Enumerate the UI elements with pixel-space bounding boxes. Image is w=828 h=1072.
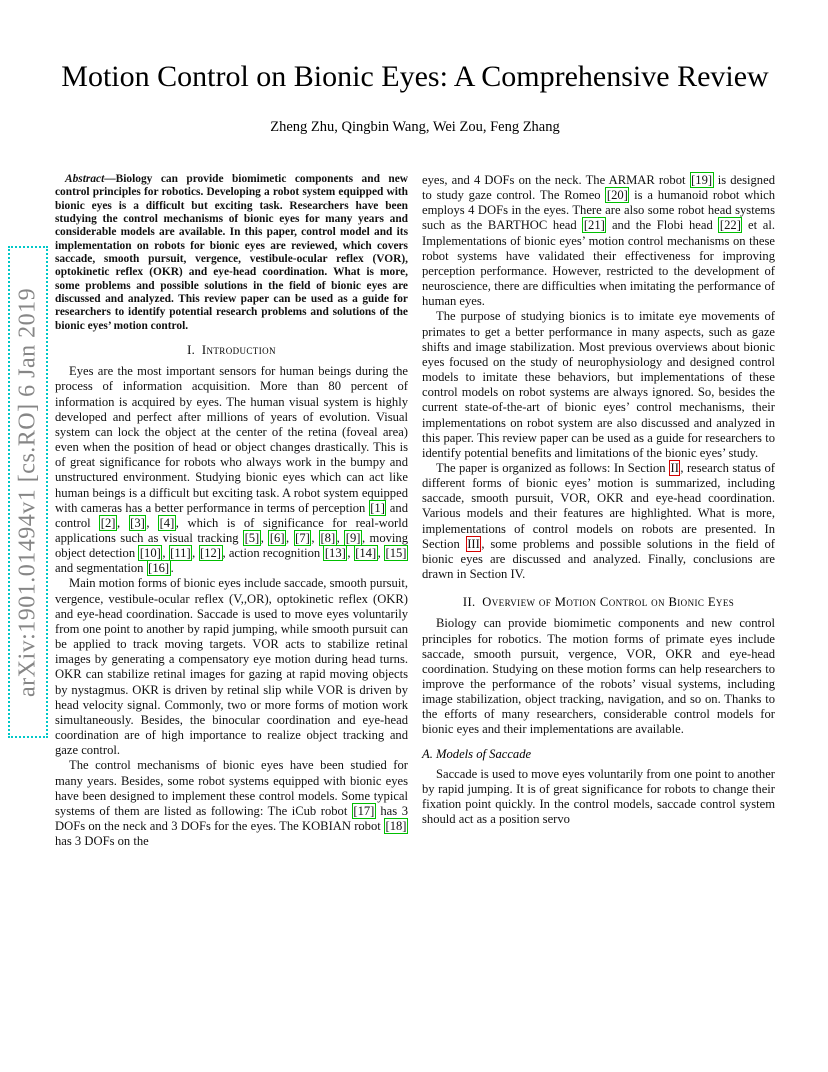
citation-link-13[interactable]: [13] [324,546,346,561]
citation-link-16[interactable]: [16] [148,561,170,576]
citation-link-6[interactable]: [6] [269,531,285,545]
paper-title: Motion Control on Bionic Eyes: A Comprehensive Review [61,60,769,93]
section-ref-link-III[interactable]: III [467,536,480,551]
citation-link-8[interactable]: [8] [320,531,336,545]
paragraph-saccade-definition: Saccade is used to move eyes voluntarily from one point to another by rapid jumping. It is of great significance for robots to change their fixation point quickly. In the control models, saccade control system should act as a position servo [422,766,775,827]
paragraph-paper-organization: The paper is organized as follows: In Section II , research status of different forms of bionic eyes’ motion is summarized, including saccade, smooth pursuit, VOR, OKR and eye-head coordination. Various models and their features are highlighted. What is more, implementations of control models on robots are presented. In Section III , some problems and possible solutions in the field of bionic eyes are discussed and analyzed. Finally, conclusions are drawn in Section IV. [422,460,776,582]
citation-link-20[interactable]: [20] [606,188,628,203]
citation-link-17[interactable]: [17] [353,803,375,818]
section-heading-introduction: I. Introduction [187,343,276,358]
arxiv-watermark-text: arXiv:1901.01494v1 [cs.RO] 6 Jan 2019 [14,287,41,697]
author-line: Zheng Zhu, Qingbin Wang, Wei Zou, Feng Zhang [270,119,560,135]
citation-link-21[interactable]: [21] [583,218,605,233]
paragraph-control-mechanisms: The control mechanisms of bionic eyes have been studied for many years. Besides, some robot systems equipped with bionic eyes have been designed to implement these control models. Some typical systems of them are listed as following: The iCub robot [17] has 3 DOFs on the neck and 3 DOFs for the eyes. The KOBIAN robot [18] has 3 DOFs on the [55,758,408,849]
paragraph-purpose-of-bionics: The purpose of studying bionics is to imitate eye movements of primates to get a better performance in many aspects, such as gaze shifts and image stabilization. Most previous overviews about bionic eyes focused on the study of neurophysiology and designed control models to imitate these behaviors, but implementations of these control models on robot systems are always ignored. So, besides the current state-of-the-art of bionic eyes’ control mechanisms, their implementations on robot system are also discussed and analyzed in this paper. This review paper can be used as a guide for researchers to identify potential benefits and limitations of the bionic eyes’ study. [422,309,775,460]
citation-link-5[interactable]: [5] [244,531,260,545]
section-heading-overview: II. Overview of Motion Control on Bionic Eyes [462,595,735,610]
abstract-text: —Biology can provide biomimetic components and new control principles for robotics. Developing a robot system equipped with bionic eyes is a difficult but exciting task. Researchers have been studying the control mechanisms of bionic eyes for many years and considerable models are available. In this paper, control model and its implementation on robots for bionic eyes are reviewed, which covers saccade, smooth pursuit, vergence, vestibule-ocular reflex (VOR), optokinetic reflex (OKR) and eye-head coordination. What is more, some problems and possible solutions in the field of bionic eyes are discussed and analyzed. This review paper can be used as a guide for researchers to identify potential research problems and solutions of the bionic eyes’ motion control. [55,173,408,332]
citation-link-7[interactable]: [7] [295,531,310,545]
right-column [422,173,775,849]
citation-link-18[interactable]: [18] [385,818,407,833]
citation-link-1[interactable]: [1] [370,500,385,515]
section-ref-link-II[interactable]: II [670,460,679,475]
left-column [55,173,408,849]
paragraph-intro-sensors: Eyes are the most important sensors for human beings during the process of information acquisition. More than 80 percent of information is acquired by eyes. The human visual system is highly developed and perfect after millions of years of evolution. Visual system can lock the object at the center of the retina (foveal area) even when the position of head or object changes drastically. This is of great significance for robots who always work in the bumpy and unstructured environment. Studying bionic eyes which can act like human beings is a difficult but exciting task. A robot system equipped with cameras has a better performance in terms of perception [1] and control [2] , [3] , [4] , which is of significance for real-world applications such as visual tracking [5] , [6] , [7] , [8] , [9] , moving object detection [10] , [11] , [12] , action recognition [13] , [14] , [15] and segmentation [16] . [55,364,409,576]
citation-link-11[interactable]: [11] [170,546,191,561]
citation-link-15[interactable]: [15] [385,546,407,561]
citation-link-12[interactable]: [12] [200,546,221,561]
two-column-layout [55,173,775,849]
citation-link-22[interactable]: [22] [719,218,741,233]
abstract [55,173,408,333]
citation-link-3[interactable]: [3] [130,515,145,530]
paragraph-motion-forms: Main motion forms of bionic eyes include saccade, smooth pursuit, vergence, vestibule-ocular reflex (V,,OR), optokinetic reflex (OKR) and eye-head coordination. Saccade is used to move eyes voluntarily from one point to another by rapid jumping, while smooth pursuit can be applied to track moving targets. VOR acts to stabilize retinal images by generating a compensatory eye motion during head turns. OKR can stabilize retinal images for gazing at rapid moving objects by nystagmus. OKR is driven by retinal slip while VOR is driven by head velocity signal. Commonly, two or more forms of motion work simultaneously. Besides, the binocular coordination and eye-head coordination are of high importance to realize object tracking and gaze control. [55,576,408,758]
subsection-heading-models-of-saccade: A. Models of Saccade [422,746,532,761]
abstract-lead: Abstract [65,173,105,185]
citation-link-10[interactable]: [10] [139,546,161,561]
paper-content [55,0,775,849]
citation-link-19[interactable]: [19] [691,173,713,187]
citation-link-4[interactable]: [4] [159,515,175,530]
paragraph-biology-principles: Biology can provide biomimetic components and new control principles for robotics. The motion forms of primate eyes include saccade, smooth pursuit, vergence, VOR, OKR and eye-head coordination. Studying on these motion forms can help researchers to improve the performance of the robots’ visual systems, including image stabilization, object tracking, navigation, and so on. Thanks to the efforts of many researchers, considerable control models for bionic eyes and their implementations are available. [422,616,775,737]
paragraph-robot-systems-continued: eyes, and 4 DOFs on the neck. The ARMAR robot [19] is designed to study gaze control. The Romeo [20] is a humanoid robot which employs 4 DOFs in the eyes. There are also some robot head systems such as the BARTHOC head [21] and the Flobi head [22] et al. Implementations of bionic eyes’ motion control mechanisms on these robot systems have validated their effectiveness for improving perception performance. However, restricted to the development of neuroscience, there are difficulties when imitating the performance of human eyes. [422,173,775,309]
citation-link-14[interactable]: [14] [355,546,377,561]
arxiv-watermark-link[interactable] [8,246,48,738]
citation-link-2[interactable]: [2] [100,515,116,530]
citation-link-9[interactable]: [9] [345,531,361,545]
